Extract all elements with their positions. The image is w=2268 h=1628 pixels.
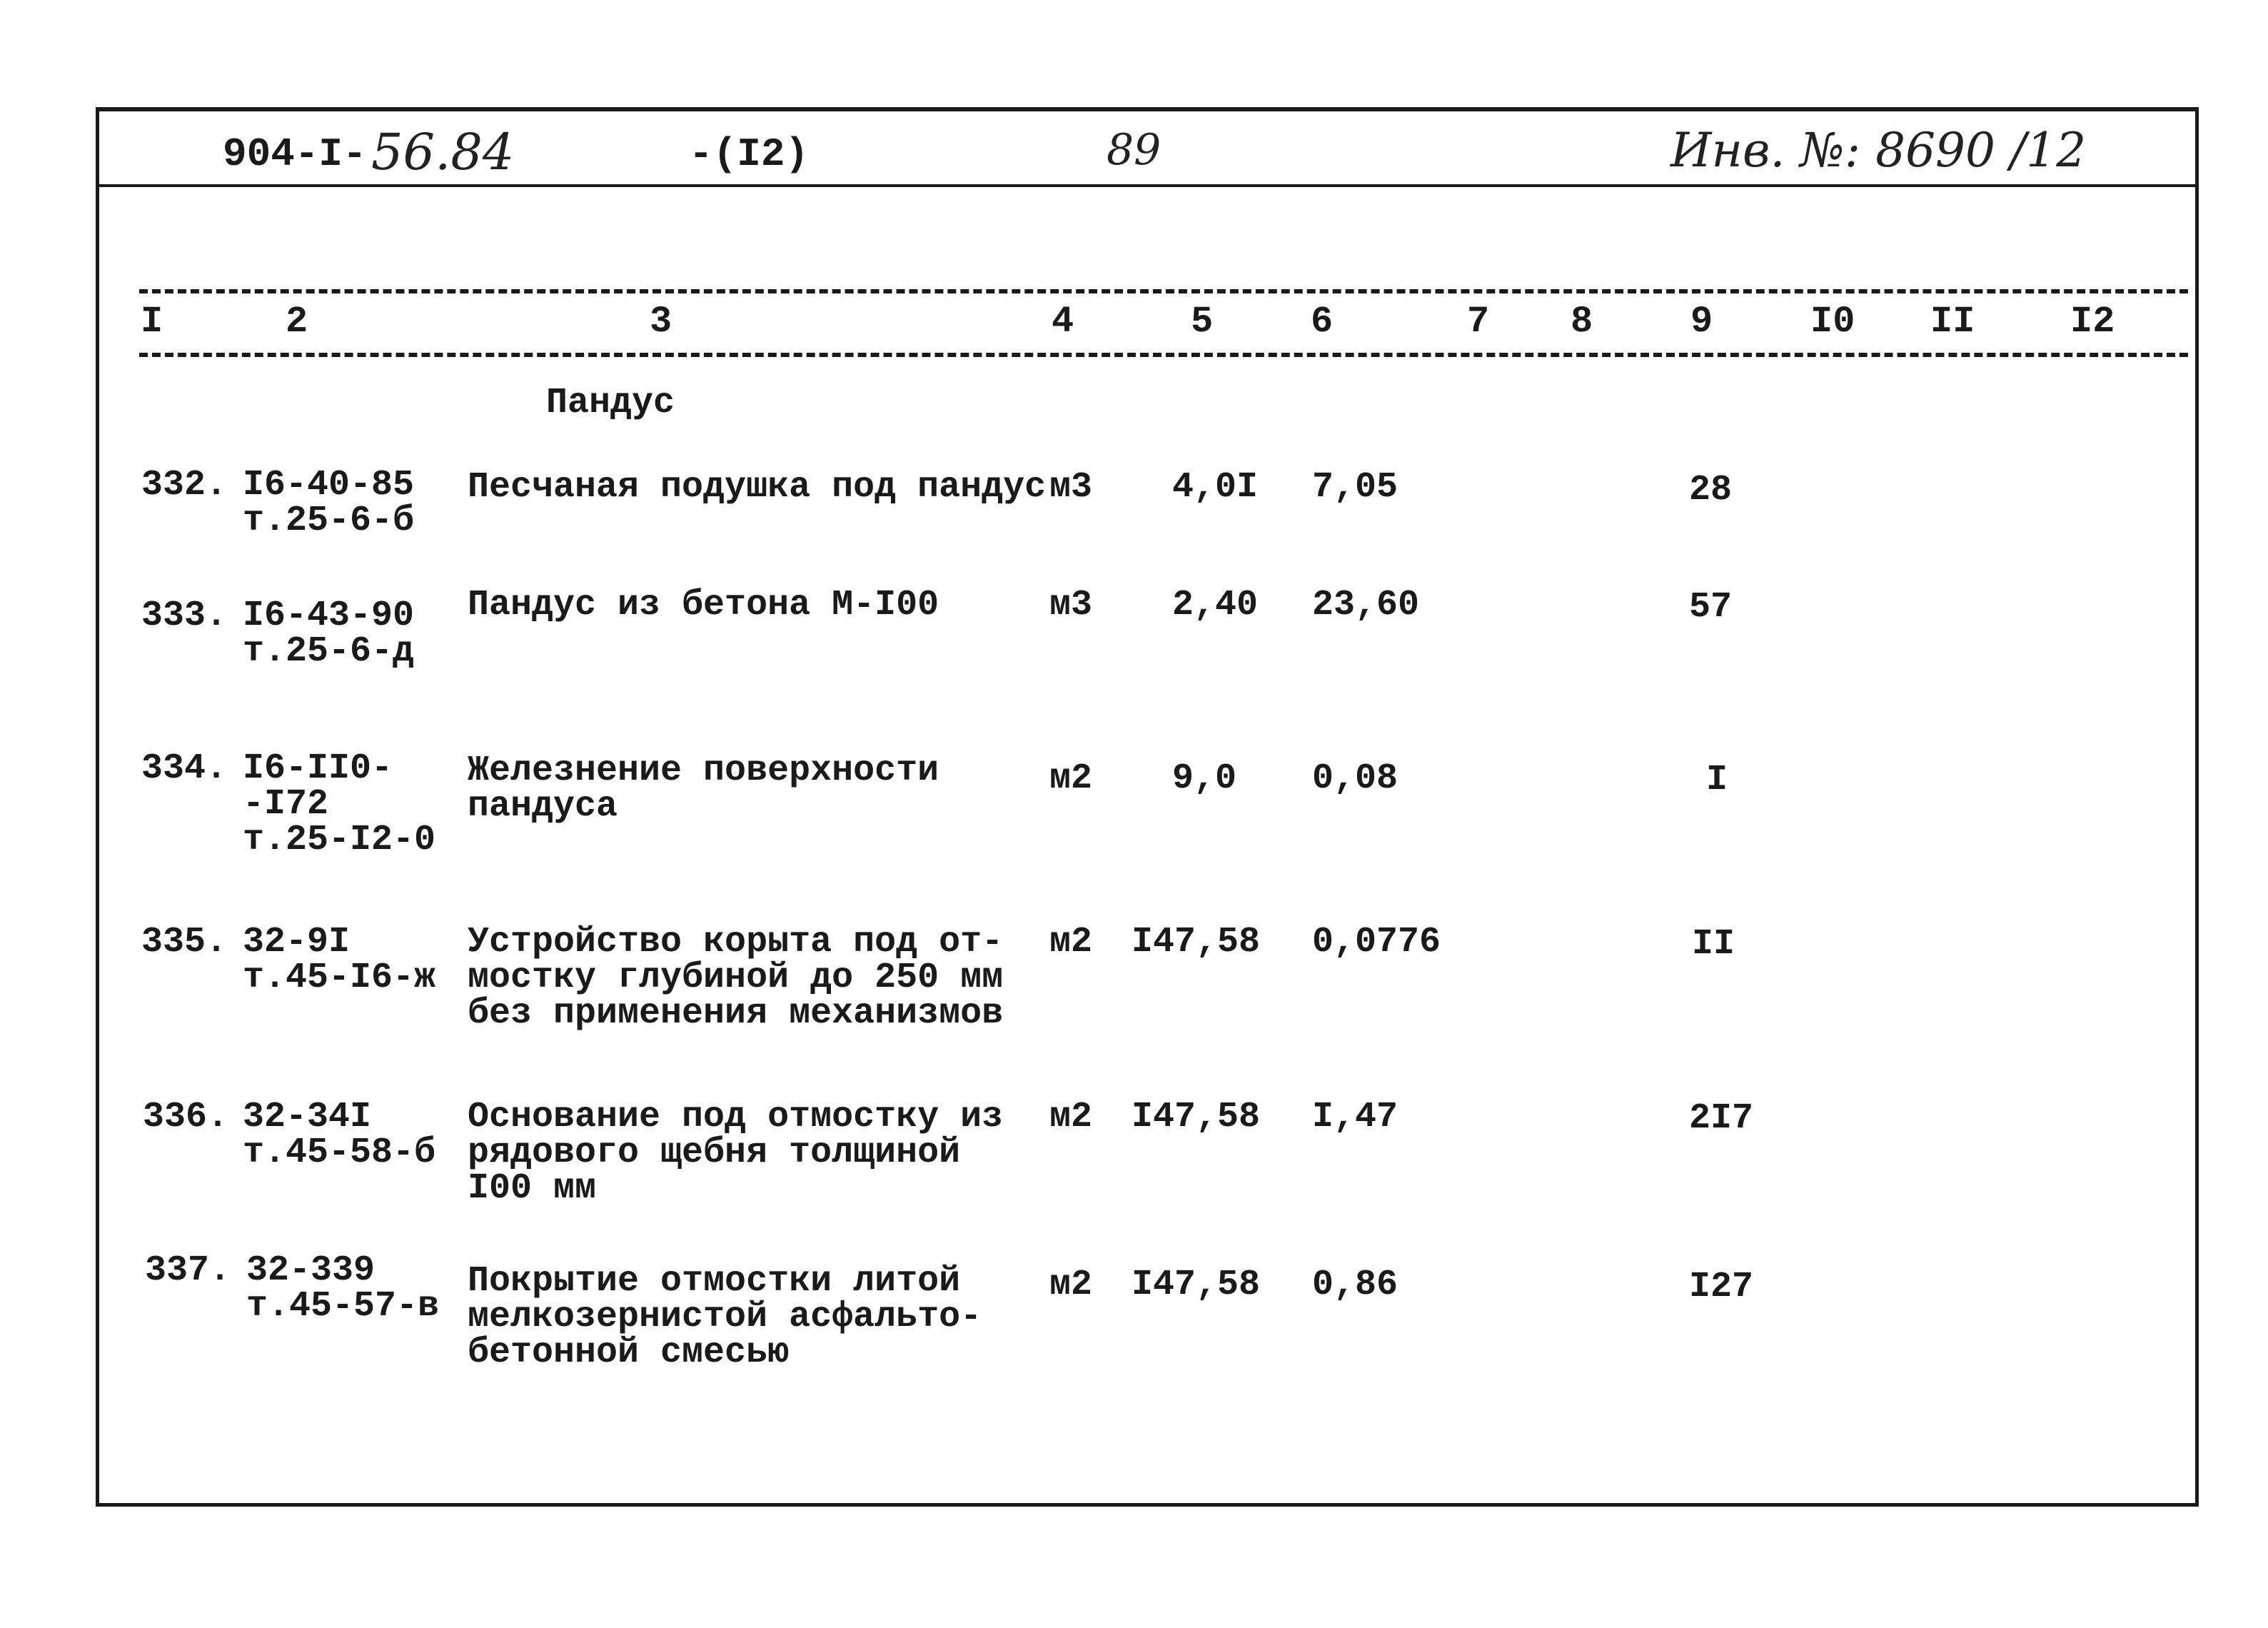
header-rule — [96, 184, 2199, 187]
unit-price: 0,0776 — [1312, 922, 1441, 963]
section-title: Пандус — [546, 383, 675, 423]
col-num-3: 3 — [650, 301, 672, 343]
work-description: Песчаная подушка под пандус — [468, 467, 1047, 508]
work-description: Пандус из бетона М-I00 — [468, 585, 939, 625]
unit: м2 — [1049, 1097, 1093, 1137]
unit: м2 — [1049, 758, 1093, 799]
work-description: Основание под отмостку из рядового щебня толщиной I00 мм — [468, 1097, 1004, 1209]
unit: м3 — [1049, 585, 1093, 625]
column-header-bottom-rule — [139, 353, 2188, 357]
quantity: I47,58 — [1132, 1265, 1261, 1305]
row-number: 335. — [141, 922, 228, 963]
unit: м3 — [1049, 467, 1093, 508]
quantity: 9,0 — [1172, 758, 1237, 799]
quantity: I47,58 — [1132, 1097, 1261, 1137]
total-cost: 28 — [1689, 470, 1733, 511]
quantity: 4,0I — [1172, 467, 1259, 508]
row-number: 333. — [141, 596, 228, 636]
total-cost: 2I7 — [1689, 1098, 1754, 1139]
unit: м2 — [1049, 922, 1093, 963]
norm-code: 32-9I т.45-I6-ж — [243, 922, 436, 998]
col-num-7: 7 — [1467, 301, 1490, 343]
norm-code: 32-34I т.45-58-б — [243, 1097, 436, 1173]
norm-code: I6-II0- -I72 т.25-I2-0 — [243, 748, 436, 860]
col-num-1: I — [141, 301, 163, 343]
norm-code: 32-339 т.45-57-в — [246, 1250, 440, 1327]
work-description: Покрытие отмостки литой мелкозернистой асфальто- бетонной смесью — [468, 1261, 982, 1373]
total-cost: I — [1706, 760, 1728, 800]
row-number: 334. — [141, 748, 228, 789]
quantity: 2,40 — [1172, 585, 1259, 625]
unit-price: 7,05 — [1312, 467, 1398, 508]
col-num-8: 8 — [1571, 301, 1593, 343]
quantity: I47,58 — [1132, 922, 1261, 963]
row-number: 332. — [141, 465, 228, 506]
row-number: 337. — [145, 1250, 231, 1291]
doc-series: 904-I- — [223, 131, 367, 177]
doc-series-handwritten: 56.84 — [371, 123, 515, 181]
inventory-number-handwritten: Инв. №: 8690 /12 — [1670, 123, 2087, 178]
unit-price: 0,86 — [1312, 1265, 1398, 1305]
col-num-5: 5 — [1191, 301, 1214, 343]
norm-code: I6-43-90 т.25-6-д — [243, 596, 415, 672]
total-cost: II — [1692, 924, 1735, 965]
column-header-top-rule — [139, 289, 2188, 293]
doc-part: -(I2) — [689, 131, 810, 177]
col-num-9: 9 — [1690, 301, 1713, 343]
row-number: 336. — [143, 1097, 229, 1137]
norm-code: I6-40-85 т.25-6-б — [243, 465, 415, 541]
page-number-handwritten: 89 — [1107, 125, 1161, 175]
col-num-10: I0 — [1810, 301, 1855, 343]
col-num-4: 4 — [1052, 301, 1074, 343]
col-num-12: I2 — [2070, 301, 2115, 343]
unit-price: 23,60 — [1312, 585, 1420, 625]
unit: м2 — [1049, 1265, 1093, 1305]
col-num-11: II — [1930, 301, 1975, 343]
col-num-2: 2 — [286, 301, 308, 343]
total-cost: I27 — [1689, 1267, 1754, 1307]
unit-price: 0,08 — [1312, 758, 1398, 799]
work-description: Железнение поверхности пандуса — [468, 750, 939, 827]
unit-price: I,47 — [1312, 1097, 1398, 1137]
work-description: Устройство корыта под от- мостку глубиной до 250 мм без применения механизмов — [468, 922, 1004, 1034]
total-cost: 57 — [1689, 587, 1733, 628]
col-num-6: 6 — [1311, 301, 1334, 343]
